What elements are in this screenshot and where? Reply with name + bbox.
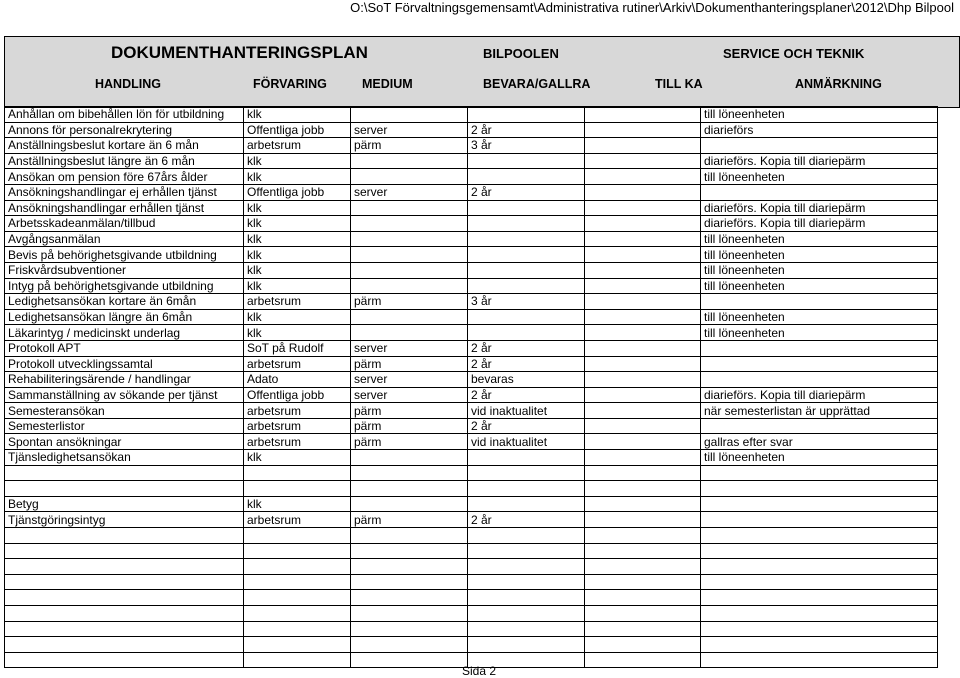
cell-till-ka [585, 372, 701, 388]
cell-medium [351, 309, 468, 325]
table-row [5, 200, 938, 216]
cell-handling: Semesteransökan [5, 403, 244, 419]
cell-handling: Annons för personalrekrytering [5, 122, 244, 138]
cell-bevara-gallra [468, 247, 585, 263]
cell-handling: Ledighetsansökan längre än 6mån [5, 309, 244, 325]
cell-forvaring: Offentliga jobb [244, 387, 351, 403]
cell-bevara-gallra: 2 år [468, 122, 585, 138]
cell-handling: Ledighetsansökan kortare än 6mån [5, 294, 244, 310]
cell-medium [351, 528, 468, 544]
column-header-medium: MEDIUM [362, 77, 413, 91]
cell-bevara-gallra: 2 år [468, 356, 585, 372]
cell-bevara-gallra [468, 325, 585, 341]
table-row [5, 621, 938, 637]
cell-forvaring: klk [244, 153, 351, 169]
cell-bevara-gallra: 3 år [468, 138, 585, 154]
cell-till-ka [585, 325, 701, 341]
cell-anmarkning: till löneenheten [701, 309, 938, 325]
cell-till-ka [585, 122, 701, 138]
table-row [5, 559, 938, 575]
cell-forvaring [244, 543, 351, 559]
table-row [5, 450, 938, 466]
cell-medium [351, 621, 468, 637]
cell-till-ka [585, 309, 701, 325]
cell-till-ka [585, 356, 701, 372]
cell-bevara-gallra: 3 år [468, 294, 585, 310]
cell-anmarkning [701, 465, 938, 481]
cell-handling: Ansökningshandlingar ej erhållen tjänst [5, 184, 244, 200]
cell-bevara-gallra [468, 637, 585, 653]
cell-till-ka [585, 216, 701, 232]
cell-till-ka [585, 637, 701, 653]
cell-bevara-gallra [468, 621, 585, 637]
cell-forvaring [244, 621, 351, 637]
cell-medium [351, 637, 468, 653]
cell-anmarkning [701, 606, 938, 622]
cell-medium [351, 200, 468, 216]
cell-forvaring: arbetsrum [244, 512, 351, 528]
plan-header [4, 36, 960, 108]
cell-bevara-gallra: vid inaktualitet [468, 434, 585, 450]
cell-bevara-gallra [468, 153, 585, 169]
cell-anmarkning: när semesterlistan är upprättad [701, 403, 938, 419]
cell-medium [351, 278, 468, 294]
cell-anmarkning: till löneenheten [701, 278, 938, 294]
cell-till-ka [585, 340, 701, 356]
cell-handling: Tjänstgöringsintyg [5, 512, 244, 528]
cell-till-ka [585, 465, 701, 481]
cell-forvaring: arbetsrum [244, 294, 351, 310]
cell-anmarkning: till löneenheten [701, 231, 938, 247]
cell-medium [351, 247, 468, 263]
cell-bevara-gallra: 2 år [468, 340, 585, 356]
cell-anmarkning [701, 637, 938, 653]
cell-forvaring: Offentliga jobb [244, 184, 351, 200]
cell-handling: Intyg på behörighetsgivande utbildning [5, 278, 244, 294]
cell-till-ka [585, 621, 701, 637]
cell-anmarkning [701, 340, 938, 356]
cell-forvaring: klk [244, 262, 351, 278]
cell-anmarkning: till löneenheten [701, 325, 938, 341]
cell-forvaring: Adato [244, 372, 351, 388]
cell-forvaring: klk [244, 309, 351, 325]
cell-anmarkning: diarieförs [701, 122, 938, 138]
table-row [5, 107, 938, 123]
cell-till-ka [585, 418, 701, 434]
table-row [5, 231, 938, 247]
cell-till-ka [585, 262, 701, 278]
cell-handling: Friskvårdsubventioner [5, 262, 244, 278]
table-row [5, 138, 938, 154]
cell-medium [351, 450, 468, 466]
cell-medium: pärm [351, 512, 468, 528]
table-row [5, 512, 938, 528]
cell-bevara-gallra [468, 606, 585, 622]
cell-handling: Arbetsskadeanmälan/tillbud [5, 216, 244, 232]
file-path: O:\SoT Förvaltningsgemensamt\Administrativa rutiner\Arkiv\Dokumenthanteringsplaner\2012\Dhp Bilpool [350, 0, 954, 15]
document-table [4, 106, 938, 668]
cell-handling: Semesterlistor [5, 418, 244, 434]
cell-medium [351, 574, 468, 590]
cell-medium: pärm [351, 403, 468, 419]
table-row [5, 403, 938, 419]
table-row [5, 309, 938, 325]
table-row [5, 372, 938, 388]
table-row [5, 606, 938, 622]
table-row [5, 465, 938, 481]
cell-medium [351, 496, 468, 512]
cell-anmarkning [701, 543, 938, 559]
cell-forvaring: klk [244, 216, 351, 232]
table-row [5, 169, 938, 185]
department-name: SERVICE OCH TEKNIK [723, 46, 865, 61]
cell-bevara-gallra [468, 481, 585, 497]
cell-till-ka [585, 543, 701, 559]
cell-till-ka [585, 434, 701, 450]
cell-till-ka [585, 153, 701, 169]
cell-forvaring [244, 465, 351, 481]
column-header-forvaring: FÖRVARING [253, 77, 327, 91]
table-row [5, 637, 938, 653]
cell-bevara-gallra [468, 278, 585, 294]
cell-anmarkning: diarieförs. Kopia till diariepärm [701, 216, 938, 232]
cell-bevara-gallra [468, 496, 585, 512]
cell-forvaring [244, 574, 351, 590]
cell-till-ka [585, 184, 701, 200]
cell-anmarkning: gallras efter svar [701, 434, 938, 450]
table-row [5, 356, 938, 372]
cell-till-ka [585, 559, 701, 575]
cell-medium [351, 153, 468, 169]
table-row [5, 574, 938, 590]
cell-handling [5, 559, 244, 575]
cell-handling [5, 481, 244, 497]
cell-till-ka [585, 387, 701, 403]
cell-till-ka [585, 606, 701, 622]
cell-forvaring [244, 559, 351, 575]
cell-forvaring: klk [244, 169, 351, 185]
cell-bevara-gallra: bevaras [468, 372, 585, 388]
cell-handling [5, 590, 244, 606]
table-row [5, 481, 938, 497]
table-body [5, 107, 938, 668]
cell-anmarkning [701, 481, 938, 497]
cell-forvaring: arbetsrum [244, 418, 351, 434]
table-row [5, 294, 938, 310]
cell-medium [351, 231, 468, 247]
cell-medium [351, 465, 468, 481]
cell-handling [5, 465, 244, 481]
table-row [5, 262, 938, 278]
cell-forvaring [244, 606, 351, 622]
cell-handling [5, 528, 244, 544]
cell-handling: Anställningsbeslut längre än 6 mån [5, 153, 244, 169]
cell-forvaring: SoT på Rudolf [244, 340, 351, 356]
cell-till-ka [585, 652, 701, 668]
cell-till-ka [585, 496, 701, 512]
cell-anmarkning [701, 621, 938, 637]
cell-anmarkning [701, 372, 938, 388]
table-row [5, 434, 938, 450]
cell-handling: Tjänsledighetsansökan [5, 450, 244, 466]
table-row [5, 496, 938, 512]
cell-medium [351, 590, 468, 606]
cell-bevara-gallra [468, 262, 585, 278]
cell-bevara-gallra [468, 450, 585, 466]
cell-anmarkning: till löneenheten [701, 169, 938, 185]
cell-anmarkning: till löneenheten [701, 450, 938, 466]
cell-medium: server [351, 387, 468, 403]
table-row [5, 387, 938, 403]
table-row [5, 216, 938, 232]
cell-forvaring: klk [244, 450, 351, 466]
cell-anmarkning [701, 574, 938, 590]
cell-anmarkning [701, 138, 938, 154]
cell-till-ka [585, 450, 701, 466]
cell-anmarkning: diarieförs. Kopia till diariepärm [701, 153, 938, 169]
cell-anmarkning: till löneenheten [701, 262, 938, 278]
cell-medium: pärm [351, 294, 468, 310]
cell-till-ka [585, 278, 701, 294]
cell-anmarkning [701, 356, 938, 372]
cell-medium [351, 107, 468, 123]
cell-anmarkning [701, 559, 938, 575]
cell-forvaring: arbetsrum [244, 403, 351, 419]
cell-medium: pärm [351, 418, 468, 434]
cell-till-ka [585, 528, 701, 544]
cell-medium: server [351, 122, 468, 138]
cell-bevara-gallra: 2 år [468, 184, 585, 200]
cell-medium [351, 325, 468, 341]
cell-medium [351, 216, 468, 232]
cell-forvaring [244, 481, 351, 497]
column-header-anmarkning: ANMÄRKNING [795, 77, 882, 91]
cell-handling [5, 606, 244, 622]
cell-medium: pärm [351, 138, 468, 154]
cell-bevara-gallra [468, 309, 585, 325]
unit-name: BILPOOLEN [483, 46, 559, 61]
table-row [5, 184, 938, 200]
cell-bevara-gallra [468, 528, 585, 544]
cell-handling: Betyg [5, 496, 244, 512]
cell-anmarkning [701, 590, 938, 606]
cell-forvaring: arbetsrum [244, 138, 351, 154]
cell-forvaring: klk [244, 200, 351, 216]
cell-handling [5, 543, 244, 559]
page-number: Sida 2 [462, 664, 497, 678]
cell-handling: Spontan ansökningar [5, 434, 244, 450]
table-row [5, 340, 938, 356]
cell-anmarkning [701, 652, 938, 668]
cell-handling: Rehabiliteringsärende / handlingar [5, 372, 244, 388]
cell-bevara-gallra [468, 200, 585, 216]
cell-till-ka [585, 512, 701, 528]
table-row [5, 325, 938, 341]
cell-anmarkning [701, 512, 938, 528]
cell-anmarkning: diarieförs. Kopia till diariepärm [701, 200, 938, 216]
cell-handling: Bevis på behörighetsgivande utbildning [5, 247, 244, 263]
cell-forvaring: klk [244, 278, 351, 294]
cell-forvaring [244, 528, 351, 544]
cell-handling: Ansökningshandlingar erhållen tjänst [5, 200, 244, 216]
cell-handling: Sammanställning av sökande per tjänst [5, 387, 244, 403]
cell-handling [5, 574, 244, 590]
cell-bevara-gallra [468, 465, 585, 481]
cell-handling [5, 621, 244, 637]
column-header-handling: HANDLING [95, 77, 161, 91]
cell-handling [5, 637, 244, 653]
table-row [5, 528, 938, 544]
cell-till-ka [585, 138, 701, 154]
cell-till-ka [585, 231, 701, 247]
table-row [5, 418, 938, 434]
cell-bevara-gallra [468, 574, 585, 590]
table-row [5, 247, 938, 263]
cell-bevara-gallra [468, 543, 585, 559]
cell-anmarkning: till löneenheten [701, 247, 938, 263]
cell-forvaring: klk [244, 231, 351, 247]
cell-forvaring: klk [244, 247, 351, 263]
page-title: DOKUMENTHANTERINGSPLAN [111, 43, 368, 62]
cell-bevara-gallra [468, 107, 585, 123]
cell-handling: Anställningsbeslut kortare än 6 mån [5, 138, 244, 154]
cell-medium: server [351, 340, 468, 356]
cell-till-ka [585, 294, 701, 310]
cell-handling: Läkarintyg / medicinskt underlag [5, 325, 244, 341]
cell-anmarkning [701, 418, 938, 434]
column-header-bevara-gallra: BEVARA/GALLRA [483, 77, 591, 91]
cell-handling [5, 652, 244, 668]
cell-medium [351, 262, 468, 278]
cell-forvaring: arbetsrum [244, 434, 351, 450]
cell-handling: Avgångsanmälan [5, 231, 244, 247]
cell-anmarkning [701, 184, 938, 200]
cell-medium [351, 481, 468, 497]
cell-till-ka [585, 107, 701, 123]
cell-till-ka [585, 481, 701, 497]
table-row [5, 122, 938, 138]
cell-handling: Ansökan om pension före 67års ålder [5, 169, 244, 185]
cell-medium: pärm [351, 434, 468, 450]
cell-bevara-gallra [468, 559, 585, 575]
cell-bevara-gallra [468, 169, 585, 185]
cell-medium [351, 543, 468, 559]
cell-anmarkning: till löneenheten [701, 107, 938, 123]
cell-handling: Protokoll utvecklingssamtal [5, 356, 244, 372]
cell-forvaring [244, 652, 351, 668]
cell-forvaring [244, 637, 351, 653]
cell-medium [351, 169, 468, 185]
cell-till-ka [585, 200, 701, 216]
cell-bevara-gallra: 2 år [468, 418, 585, 434]
cell-till-ka [585, 169, 701, 185]
cell-forvaring: klk [244, 107, 351, 123]
cell-medium [351, 652, 468, 668]
cell-bevara-gallra [468, 216, 585, 232]
cell-handling: Anhållan om bibehållen lön för utbildning [5, 107, 244, 123]
cell-till-ka [585, 247, 701, 263]
cell-medium: pärm [351, 356, 468, 372]
cell-till-ka [585, 574, 701, 590]
cell-forvaring [244, 590, 351, 606]
cell-forvaring: Offentliga jobb [244, 122, 351, 138]
cell-forvaring: arbetsrum [244, 356, 351, 372]
table-row [5, 590, 938, 606]
cell-forvaring: klk [244, 325, 351, 341]
table-row [5, 153, 938, 169]
cell-forvaring: klk [244, 496, 351, 512]
column-header-till-ka: TILL KA [655, 77, 703, 91]
table-row [5, 278, 938, 294]
cell-anmarkning: diarieförs. Kopia till diariepärm [701, 387, 938, 403]
cell-till-ka [585, 403, 701, 419]
cell-bevara-gallra: 2 år [468, 387, 585, 403]
cell-medium [351, 606, 468, 622]
cell-medium: server [351, 372, 468, 388]
table-row [5, 543, 938, 559]
cell-medium [351, 559, 468, 575]
cell-till-ka [585, 590, 701, 606]
cell-medium: server [351, 184, 468, 200]
cell-bevara-gallra: vid inaktualitet [468, 403, 585, 419]
cell-anmarkning [701, 528, 938, 544]
cell-anmarkning [701, 496, 938, 512]
cell-bevara-gallra [468, 231, 585, 247]
cell-anmarkning [701, 294, 938, 310]
cell-handling: Protokoll APT [5, 340, 244, 356]
cell-bevara-gallra [468, 590, 585, 606]
cell-bevara-gallra: 2 år [468, 512, 585, 528]
